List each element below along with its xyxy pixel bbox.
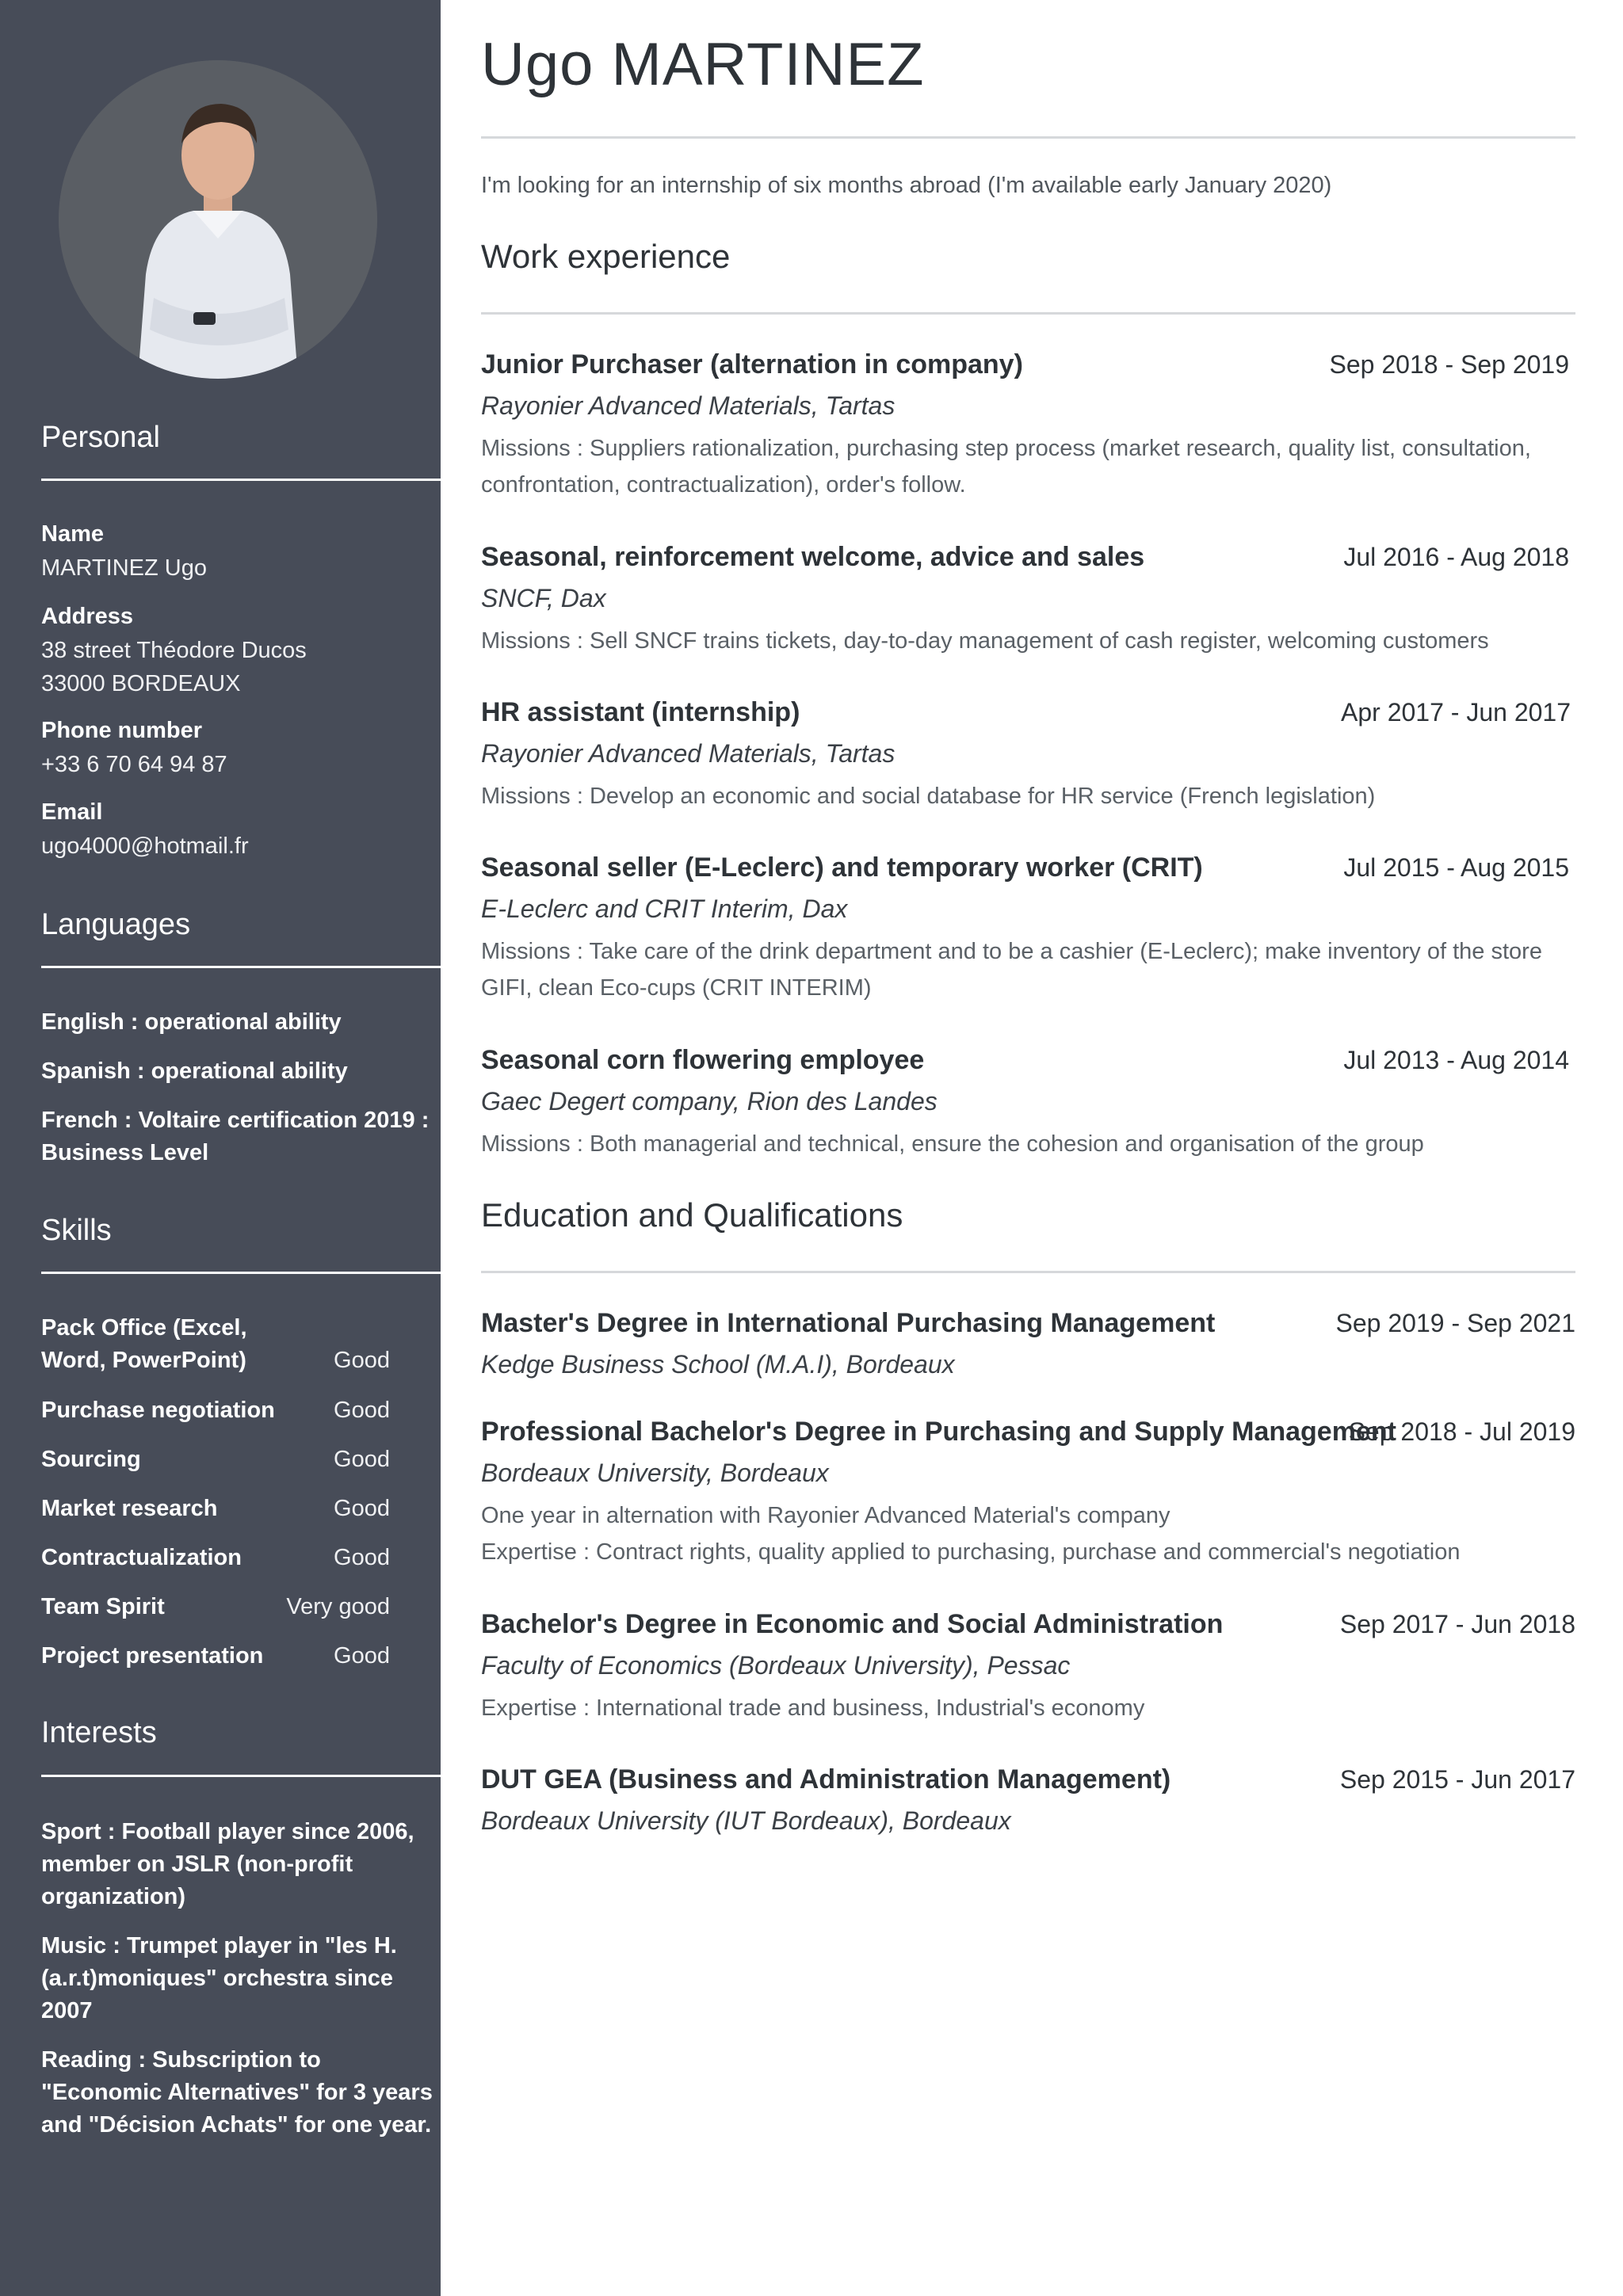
skill-name: Project presentation bbox=[41, 1643, 264, 1669]
skill-row bbox=[41, 1493, 390, 1525]
education-entry bbox=[481, 1413, 1575, 1570]
entry-description: Expertise : International trade and business, Industrial's economy bbox=[481, 1695, 1145, 1721]
work-entry bbox=[481, 1042, 1575, 1162]
personal-divider bbox=[41, 479, 441, 481]
header-divider bbox=[481, 136, 1575, 139]
work-section-title: Work experience bbox=[481, 238, 731, 275]
entry-date: Apr 2017 - Jun 2017 bbox=[1341, 698, 1571, 727]
entry-title: HR assistant (internship) bbox=[481, 697, 800, 727]
interests-section-title: Interests bbox=[41, 1716, 157, 1749]
address-line1: 38 street Théodore Ducos bbox=[41, 638, 307, 663]
work-entry bbox=[481, 346, 1575, 503]
skill-name: Market research bbox=[41, 1496, 218, 1521]
skill-level: Good bbox=[334, 1643, 390, 1669]
interest-item: Music : Trumpet player in "les H.(a.r.t)moniques" orchestra since 2007 bbox=[41, 1933, 397, 2023]
personal-section-title: Personal bbox=[41, 421, 160, 454]
entry-date: Jul 2013 - Aug 2014 bbox=[1343, 1046, 1569, 1074]
entry-description-2: Expertise : Contract rights, quality applied to purchasing, purchase and commercial's negotiation bbox=[481, 1539, 1461, 1565]
skill-row bbox=[41, 1444, 390, 1476]
sidebar bbox=[0, 0, 441, 2296]
entry-date: Sep 2018 - Jul 2019 bbox=[1348, 1417, 1575, 1446]
interest-item: Reading : Subscription to "Economic Alternatives" for 3 years and "Décision Achats" for one year. bbox=[41, 2047, 433, 2138]
profile-photo bbox=[59, 60, 377, 379]
entry-title: Junior Purchaser (alternation in company) bbox=[481, 349, 1023, 379]
skill-name: Pack Office (Excel, Word, PowerPoint) bbox=[41, 1315, 247, 1373]
entry-title: Seasonal seller (E-Leclerc) and temporary worker (CRIT) bbox=[481, 852, 1203, 883]
address-line2: 33000 BORDEAUX bbox=[41, 671, 241, 696]
email-value: ugo4000@hotmail.fr bbox=[41, 833, 249, 859]
email-label: Email bbox=[41, 799, 103, 825]
entry-description: Missions : Develop an economic and social database for HR service (French legislation) bbox=[481, 784, 1376, 809]
work-entry bbox=[481, 539, 1575, 659]
skills-section-title: Skills bbox=[41, 1214, 112, 1247]
skill-row bbox=[41, 1542, 390, 1574]
skill-row bbox=[41, 1312, 390, 1377]
candidate-name: Ugo MARTINEZ bbox=[481, 31, 925, 98]
skill-name: Sourcing bbox=[41, 1447, 141, 1472]
entry-title: Professional Bachelor's Degree in Purchasing and Supply Management bbox=[481, 1417, 1396, 1447]
entry-description: One year in alternation with Rayonier Advanced Material's company bbox=[481, 1503, 1170, 1528]
entry-date: Sep 2017 - Jun 2018 bbox=[1339, 1610, 1575, 1638]
work-divider bbox=[481, 312, 1575, 315]
entry-title: Master's Degree in International Purchasing Management bbox=[481, 1308, 1216, 1338]
entry-organization: SNCF, Dax bbox=[481, 584, 606, 612]
language-item: French : Voltaire certification 2019 : Business Level bbox=[41, 1108, 430, 1165]
entry-date: Sep 2015 - Jun 2017 bbox=[1339, 1765, 1575, 1794]
phone-value: +33 6 70 64 94 87 bbox=[41, 752, 227, 777]
entry-date: Sep 2019 - Sep 2021 bbox=[1335, 1309, 1575, 1337]
skills-divider bbox=[41, 1272, 441, 1274]
entry-organization: Bordeaux University, Bordeaux bbox=[481, 1459, 829, 1487]
language-item: Spanish : operational ability bbox=[41, 1058, 348, 1084]
entry-description: Missions : Sell SNCF trains tickets, day-to-day management of cash register, welcoming customers bbox=[481, 628, 1489, 654]
skill-row bbox=[41, 1591, 390, 1623]
entry-date: Jul 2015 - Aug 2015 bbox=[1343, 853, 1569, 882]
skill-level: Very good bbox=[286, 1594, 390, 1619]
skill-row bbox=[41, 1640, 390, 1672]
entry-organization: Gaec Degert company, Rion des Landes bbox=[481, 1087, 938, 1116]
skill-row bbox=[41, 1394, 390, 1427]
entry-organization: E-Leclerc and CRIT Interim, Dax bbox=[481, 894, 848, 923]
education-entry bbox=[481, 1761, 1575, 1839]
entry-description: Missions : Take care of the drink department and to be a cashier (E-Leclerc); make inventory of the store GIFI, clean Eco-cups (CRIT INTERIM) bbox=[481, 939, 1542, 1001]
entry-description: Missions : Both managerial and technical, ensure the cohesion and organisation of the group bbox=[481, 1131, 1424, 1157]
entry-date: Jul 2016 - Aug 2018 bbox=[1343, 543, 1569, 571]
entry-organization: Kedge Business School (M.A.I), Bordeaux bbox=[481, 1350, 955, 1379]
entry-description: Missions : Suppliers rationalization, purchasing step process (market research, quality list, consultation, confrontation, contractualization), order's follow. bbox=[481, 436, 1531, 498]
entry-organization: Bordeaux University (IUT Bordeaux), Bordeaux bbox=[481, 1806, 1011, 1835]
name-label: Name bbox=[41, 521, 104, 547]
entry-title: Seasonal, reinforcement welcome, advice and sales bbox=[481, 542, 1145, 572]
phone-label: Phone number bbox=[41, 718, 203, 743]
entry-title: Seasonal corn flowering employee bbox=[481, 1045, 925, 1075]
main-content bbox=[481, 0, 1575, 2296]
name-value: MARTINEZ Ugo bbox=[41, 555, 207, 581]
skill-level: Good bbox=[334, 1496, 390, 1521]
work-entry bbox=[481, 849, 1575, 1006]
languages-section-title: Languages bbox=[41, 908, 191, 941]
skill-level: Good bbox=[334, 1447, 390, 1472]
skill-level: Good bbox=[334, 1398, 390, 1423]
skill-name: Contractualization bbox=[41, 1545, 242, 1570]
summary-text: I'm looking for an internship of six months abroad (I'm available early January 2020) bbox=[481, 173, 1332, 198]
entry-title: Bachelor's Degree in Economic and Social Administration bbox=[481, 1609, 1224, 1639]
entry-organization: Faculty of Economics (Bordeaux University), Pessac bbox=[481, 1651, 1071, 1680]
skill-name: Team Spirit bbox=[41, 1594, 165, 1619]
education-divider bbox=[481, 1271, 1575, 1273]
skill-level: Good bbox=[334, 1545, 390, 1570]
entry-date: Sep 2018 - Sep 2019 bbox=[1329, 350, 1569, 379]
interest-item: Sport : Football player since 2006, member on JSLR (non-profit organization) bbox=[41, 1819, 414, 1909]
education-section-title: Education and Qualifications bbox=[481, 1196, 903, 1234]
skill-name: Purchase negotiation bbox=[41, 1398, 275, 1423]
address-label: Address bbox=[41, 604, 134, 629]
person-photo-illustration bbox=[59, 60, 377, 379]
entry-title: DUT GEA (Business and Administration Management) bbox=[481, 1764, 1171, 1794]
education-entry bbox=[481, 1305, 1575, 1383]
skill-level: Good bbox=[334, 1348, 390, 1373]
entry-organization: Rayonier Advanced Materials, Tartas bbox=[481, 739, 896, 768]
interests-divider bbox=[41, 1775, 441, 1777]
work-entry bbox=[481, 694, 1575, 814]
entry-organization: Rayonier Advanced Materials, Tartas bbox=[481, 391, 896, 420]
education-entry bbox=[481, 1606, 1575, 1726]
language-item: English : operational ability bbox=[41, 1009, 342, 1035]
languages-divider bbox=[41, 966, 441, 968]
